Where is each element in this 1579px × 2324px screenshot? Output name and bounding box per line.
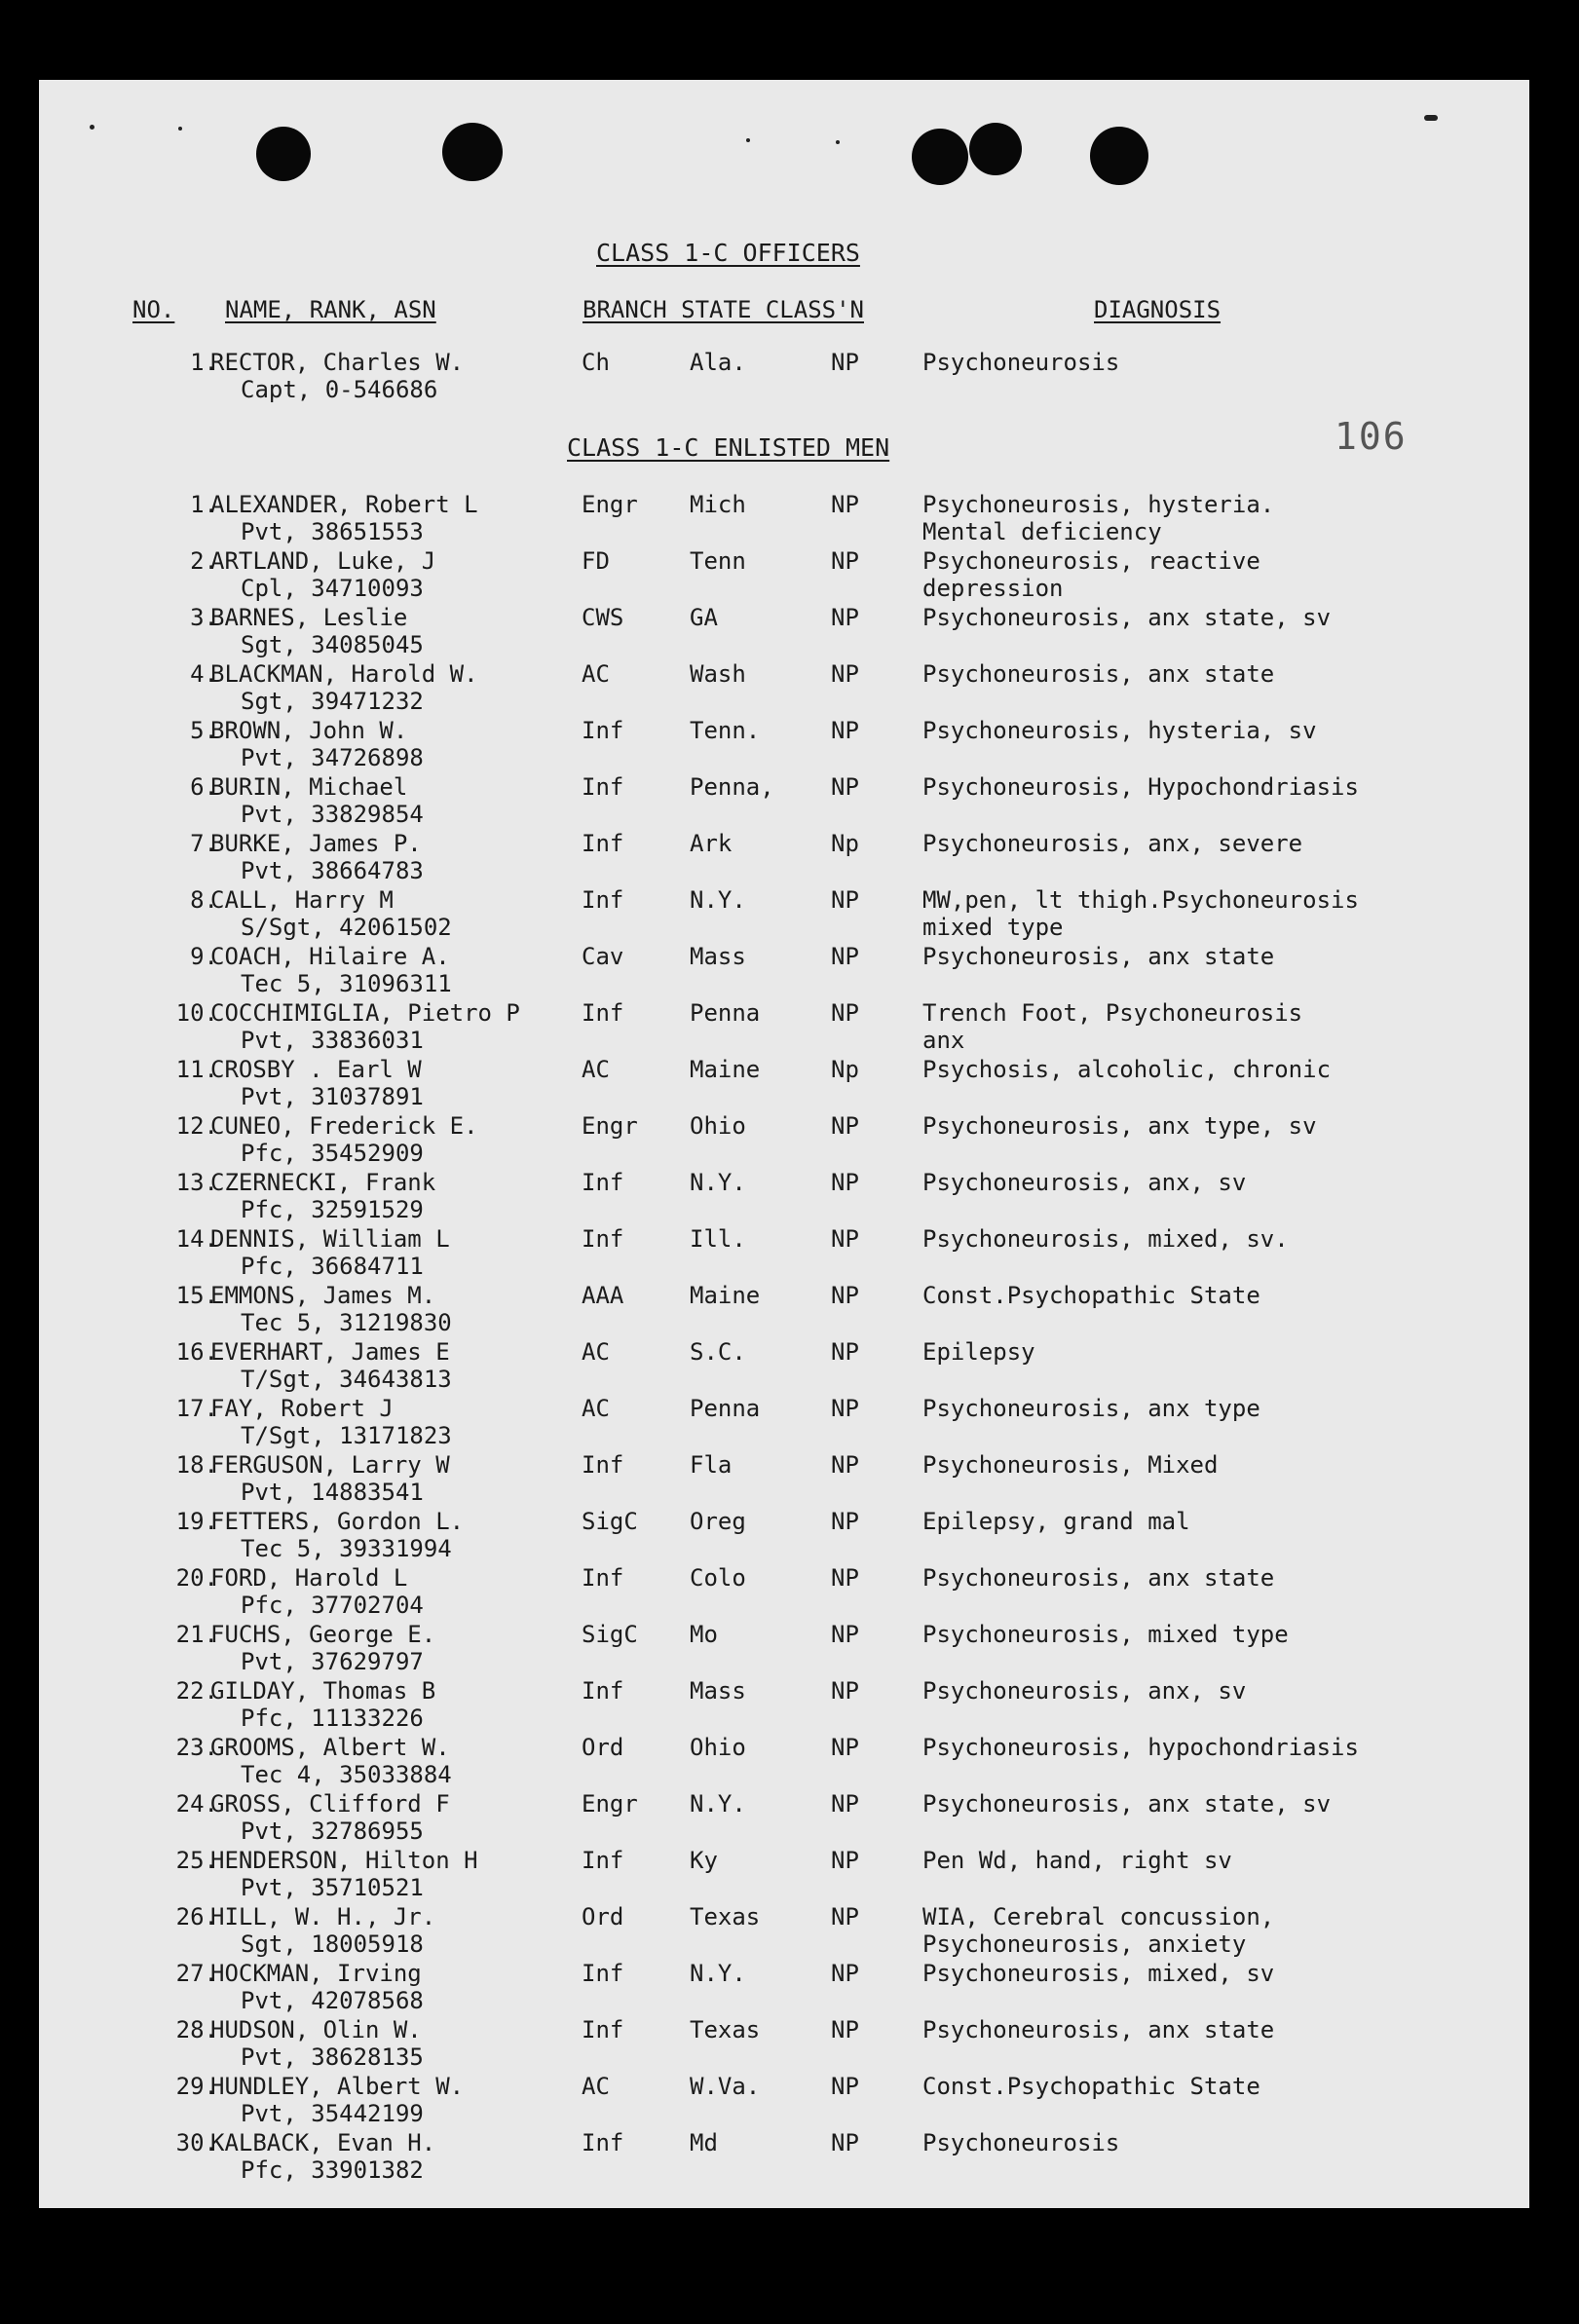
entry-branch: SigC: [582, 1508, 638, 1535]
entry-branch: Inf: [582, 999, 624, 1027]
entry-number: 2.: [190, 547, 218, 575]
entry-name: BARNES, Leslie: [210, 604, 408, 631]
entry-number: 17.: [175, 1395, 218, 1422]
entry-branch: Inf: [582, 2129, 624, 2156]
entry-state: Maine: [690, 1056, 761, 1083]
entry-name: HENDERSON, Hilton H: [210, 1847, 478, 1874]
speck-mark: [1424, 115, 1438, 121]
entry-state: Mich: [690, 491, 746, 518]
list-item: [39, 547, 1529, 604]
speck-mark: [178, 127, 182, 131]
entry-rank-asn: Pvt, 33836031: [241, 1027, 424, 1054]
entry-state: Colo: [690, 1564, 746, 1592]
entry-diagnosis: Psychoneurosis, hypochondriasis: [922, 1734, 1359, 1761]
list-item: [39, 1225, 1529, 1282]
list-item: [39, 1847, 1529, 1903]
entry-classification: NP: [831, 1395, 859, 1422]
entry-branch: SigC: [582, 1621, 638, 1648]
entry-rank-asn: Pfc, 11133226: [241, 1705, 424, 1732]
entry-diagnosis: Psychoneurosis, Hypochondriasis: [922, 773, 1359, 801]
entry-state: Ala.: [690, 349, 746, 376]
list-item: [39, 943, 1529, 999]
entry-diagnosis-continued: mixed type: [922, 914, 1064, 941]
entry-diagnosis: Psychoneurosis, hysteria, sv: [922, 717, 1317, 744]
entry-branch: Ord: [582, 1734, 624, 1761]
entry-classification: Np: [831, 830, 859, 857]
entry-classification: NP: [831, 1225, 859, 1253]
entry-classification: NP: [831, 2073, 859, 2100]
entry-branch: Inf: [582, 773, 624, 801]
entry-diagnosis: Psychoneurosis, mixed, sv.: [922, 1225, 1289, 1253]
entry-state: Wash: [690, 660, 746, 688]
entry-diagnosis: Psychoneurosis, anx state: [922, 660, 1275, 688]
entry-diagnosis-continued: Psychoneurosis, anxiety: [922, 1930, 1247, 1958]
entry-state: Texas: [690, 1903, 761, 1930]
list-item: [39, 1056, 1529, 1112]
entry-state: Mo: [690, 1621, 718, 1648]
entry-classification: NP: [831, 1903, 859, 1930]
list-item: [39, 1282, 1529, 1338]
entry-diagnosis: Pen Wd, hand, right sv: [922, 1847, 1232, 1874]
entry-name: DENNIS, William L: [210, 1225, 450, 1253]
entry-branch: Inf: [582, 830, 624, 857]
entry-branch: Inf: [582, 717, 624, 744]
entry-branch: AC: [582, 1338, 610, 1366]
entry-name: EMMONS, James M.: [210, 1282, 436, 1309]
entry-number: 24.: [175, 1790, 218, 1818]
entry-rank-asn: Pfc, 33901382: [241, 2156, 424, 2184]
entry-classification: NP: [831, 1790, 859, 1818]
header-diagnosis: DIAGNOSIS: [1094, 296, 1222, 323]
entry-classification: NP: [831, 1451, 859, 1479]
entry-branch: Inf: [582, 1169, 624, 1196]
entry-name: HUNDLEY, Albert W.: [210, 2073, 465, 2100]
entry-state: N.Y.: [690, 1790, 746, 1818]
entry-branch: AC: [582, 2073, 610, 2100]
entry-diagnosis-continued: anx: [922, 1027, 965, 1054]
entry-name: HILL, W. H., Jr.: [210, 1903, 436, 1930]
list-item: [39, 1395, 1529, 1451]
list-item: [39, 1451, 1529, 1508]
entry-diagnosis: Const.Psychopathic State: [922, 1282, 1260, 1309]
entry-branch: Engr: [582, 1112, 638, 1140]
entry-name: FERGUSON, Larry W: [210, 1451, 450, 1479]
list-item: [39, 491, 1529, 547]
entry-number: 27.: [175, 1960, 218, 1987]
list-item: [39, 1677, 1529, 1734]
enlisted-section-title: CLASS 1-C ENLISTED MEN: [567, 433, 890, 462]
entry-diagnosis: Psychoneurosis, anx state: [922, 943, 1275, 970]
entry-name: CALL, Harry M: [210, 886, 394, 914]
entry-classification: NP: [831, 999, 859, 1027]
entry-number: 7.: [190, 830, 218, 857]
entry-rank-asn: Pvt, 37629797: [241, 1648, 424, 1675]
entry-branch: AAA: [582, 1282, 624, 1309]
entry-name: FUCHS, George E.: [210, 1621, 436, 1648]
entry-rank-asn: Sgt, 18005918: [241, 1930, 424, 1958]
entry-name: EVERHART, James E: [210, 1338, 450, 1366]
list-item: [39, 2073, 1529, 2129]
entry-name: ARTLAND, Luke, J: [210, 547, 436, 575]
entry-number: 22.: [175, 1677, 218, 1705]
entry-name: CZERNECKI, Frank: [210, 1169, 436, 1196]
list-item: [39, 773, 1529, 830]
entry-diagnosis: Psychoneurosis, Mixed: [922, 1451, 1219, 1479]
entry-diagnosis: Psychoneurosis, anx state, sv: [922, 604, 1332, 631]
entry-state: N.Y.: [690, 886, 746, 914]
entry-name: FORD, Harold L: [210, 1564, 408, 1592]
header-branch-state-class: BRANCH STATE CLASS'N: [583, 296, 864, 323]
punch-hole-icon: [1090, 127, 1148, 185]
entry-number: 26.: [175, 1903, 218, 1930]
entry-state: Ky: [690, 1847, 718, 1874]
entry-rank-asn: Pvt, 33829854: [241, 801, 424, 828]
entry-number: 11.: [175, 1056, 218, 1083]
entry-number: 5.: [190, 717, 218, 744]
entry-rank-asn: Pvt, 34726898: [241, 744, 424, 771]
entry-classification: NP: [831, 1621, 859, 1648]
entry-state: N.Y.: [690, 1169, 746, 1196]
list-item: [39, 1338, 1529, 1395]
list-item: [39, 1508, 1529, 1564]
list-item: [39, 1734, 1529, 1790]
entry-number: 25.: [175, 1847, 218, 1874]
header-no: NO.: [132, 296, 175, 323]
entry-classification: NP: [831, 604, 859, 631]
entry-diagnosis: Const.Psychopathic State: [922, 2073, 1260, 2100]
entry-diagnosis: Psychoneurosis, anx state: [922, 2016, 1275, 2043]
list-item: [39, 1564, 1529, 1621]
entry-rank-asn: Pvt, 31037891: [241, 1083, 424, 1110]
entry-state: Oreg: [690, 1508, 746, 1535]
entry-state: Md: [690, 2129, 718, 2156]
entry-number: 9.: [190, 943, 218, 970]
entry-state: Mass: [690, 1677, 746, 1705]
entry-number: 20.: [175, 1564, 218, 1592]
entry-rank-asn: Pvt, 38651553: [241, 518, 424, 545]
entry-diagnosis: Psychoneurosis, reactive: [922, 547, 1260, 575]
entry-state: GA: [690, 604, 718, 631]
entry-branch: Cav: [582, 943, 624, 970]
entry-diagnosis: Psychoneurosis, anx state: [922, 1564, 1275, 1592]
entry-classification: NP: [831, 2129, 859, 2156]
entry-branch: Inf: [582, 2016, 624, 2043]
entry-number: 29.: [175, 2073, 218, 2100]
entry-name: GROOMS, Albert W.: [210, 1734, 450, 1761]
entry-classification: NP: [831, 1169, 859, 1196]
entry-state: Penna: [690, 999, 761, 1027]
entry-rank-asn: Pvt, 35710521: [241, 1874, 424, 1901]
entry-branch: FD: [582, 547, 610, 575]
entry-name: RECTOR, Charles W.: [210, 349, 465, 376]
list-item: [39, 1960, 1529, 2016]
entry-classification: NP: [831, 660, 859, 688]
list-item: [39, 349, 1529, 405]
entry-branch: Inf: [582, 1847, 624, 1874]
entry-branch: CWS: [582, 604, 624, 631]
entry-number: 4.: [190, 660, 218, 688]
entry-number: 6.: [190, 773, 218, 801]
entry-diagnosis: Psychosis, alcoholic, chronic: [922, 1056, 1332, 1083]
entry-classification: NP: [831, 1564, 859, 1592]
entry-diagnosis: Psychoneurosis: [922, 349, 1120, 376]
entry-classification: NP: [831, 349, 859, 376]
page-number: 106: [1335, 415, 1408, 458]
entry-diagnosis: Psychoneurosis, mixed type: [922, 1621, 1289, 1648]
entry-diagnosis: Psychoneurosis, anx type, sv: [922, 1112, 1317, 1140]
list-item: [39, 886, 1529, 943]
entry-rank-asn: T/Sgt, 13171823: [241, 1422, 452, 1449]
entry-rank-asn: Capt, 0-546686: [241, 376, 438, 403]
punch-hole-icon: [256, 127, 311, 181]
list-item: [39, 1621, 1529, 1677]
entry-classification: NP: [831, 717, 859, 744]
list-item: [39, 1790, 1529, 1847]
list-item: [39, 604, 1529, 660]
entry-diagnosis: Psychoneurosis, anx state, sv: [922, 1790, 1332, 1818]
entry-name: BURKE, James P.: [210, 830, 422, 857]
entry-diagnosis: Psychoneurosis, mixed, sv: [922, 1960, 1275, 1987]
entry-branch: Inf: [582, 1225, 624, 1253]
entry-diagnosis: Psychoneurosis: [922, 2129, 1120, 2156]
entry-classification: Np: [831, 1056, 859, 1083]
speck-mark: [836, 140, 840, 144]
entry-rank-asn: Pvt, 38664783: [241, 857, 424, 884]
entry-rank-asn: Pvt, 38628135: [241, 2043, 424, 2071]
entry-state: N.Y.: [690, 1960, 746, 1987]
punch-hole-icon: [912, 129, 968, 185]
entry-branch: Ord: [582, 1903, 624, 1930]
entry-name: KALBACK, Evan H.: [210, 2129, 436, 2156]
list-item: [39, 2016, 1529, 2073]
punch-hole-icon: [442, 123, 503, 181]
entry-number: 18.: [175, 1451, 218, 1479]
entry-diagnosis: Psychoneurosis, hysteria.: [922, 491, 1275, 518]
entry-name: BLACKMAN, Harold W.: [210, 660, 478, 688]
entry-rank-asn: T/Sgt, 34643813: [241, 1366, 452, 1393]
entry-name: COCCHIMIGLIA, Pietro P: [210, 999, 520, 1027]
entry-state: S.C.: [690, 1338, 746, 1366]
entry-rank-asn: Pfc, 32591529: [241, 1196, 424, 1223]
speck-mark: [90, 125, 94, 130]
entry-rank-asn: Tec 5, 31096311: [241, 970, 452, 997]
entry-state: Texas: [690, 2016, 761, 2043]
entry-rank-asn: Sgt, 39471232: [241, 688, 424, 715]
entry-rank-asn: Pvt, 35442199: [241, 2100, 424, 2127]
entry-state: Ill.: [690, 1225, 746, 1253]
entry-name: ALEXANDER, Robert L: [210, 491, 478, 518]
entry-classification: NP: [831, 1112, 859, 1140]
list-item: [39, 830, 1529, 886]
entry-number: 8.: [190, 886, 218, 914]
list-item: [39, 660, 1529, 717]
entry-diagnosis: MW,pen, lt thigh.Psychoneurosis: [922, 886, 1359, 914]
entry-diagnosis: Psychoneurosis, anx, sv: [922, 1169, 1247, 1196]
entry-number: 28.: [175, 2016, 218, 2043]
entry-branch: Inf: [582, 1960, 624, 1987]
entry-rank-asn: Pfc, 36684711: [241, 1253, 424, 1280]
list-item: [39, 1903, 1529, 1960]
entry-branch: AC: [582, 1056, 610, 1083]
entry-number: 12.: [175, 1112, 218, 1140]
entry-rank-asn: Tec 5, 31219830: [241, 1309, 452, 1336]
entry-rank-asn: Pfc, 37702704: [241, 1592, 424, 1619]
entry-state: Mass: [690, 943, 746, 970]
entry-number: 1.: [190, 349, 218, 376]
entry-name: GILDAY, Thomas B: [210, 1677, 436, 1705]
entry-state: Fla: [690, 1451, 733, 1479]
document-page: [39, 80, 1529, 2208]
entry-number: 1.: [190, 491, 218, 518]
entry-branch: Engr: [582, 1790, 638, 1818]
entry-classification: NP: [831, 2016, 859, 2043]
entry-rank-asn: Pfc, 35452909: [241, 1140, 424, 1167]
entry-rank-asn: Pvt, 14883541: [241, 1479, 424, 1506]
entry-state: Penna: [690, 1395, 761, 1422]
entry-name: FETTERS, Gordon L.: [210, 1508, 465, 1535]
entry-state: Ark: [690, 830, 733, 857]
entry-classification: NP: [831, 1508, 859, 1535]
entry-state: Maine: [690, 1282, 761, 1309]
entry-branch: Ch: [582, 349, 610, 376]
entry-name: HOCKMAN, Irving: [210, 1960, 422, 1987]
entry-diagnosis: Psychoneurosis, anx, severe: [922, 830, 1303, 857]
entry-number: 13.: [175, 1169, 218, 1196]
entry-state: Tenn.: [690, 717, 761, 744]
entry-branch: Inf: [582, 1564, 624, 1592]
entry-number: 10.: [175, 999, 218, 1027]
entry-number: 3.: [190, 604, 218, 631]
entry-diagnosis: Trench Foot, Psychoneurosis: [922, 999, 1303, 1027]
entry-number: 15.: [175, 1282, 218, 1309]
entry-diagnosis: WIA, Cerebral concussion,: [922, 1903, 1275, 1930]
list-item: [39, 999, 1529, 1056]
entry-branch: AC: [582, 1395, 610, 1422]
entry-diagnosis: Psychoneurosis, anx type: [922, 1395, 1260, 1422]
entry-number: 14.: [175, 1225, 218, 1253]
entry-diagnosis-continued: Mental deficiency: [922, 518, 1162, 545]
speck-mark: [746, 138, 750, 142]
punch-hole-icon: [969, 123, 1022, 175]
entry-rank-asn: Pvt, 42078568: [241, 1987, 424, 2014]
entry-name: BROWN, John W.: [210, 717, 408, 744]
entry-number: 30.: [175, 2129, 218, 2156]
entry-name: CUNEO, Frederick E.: [210, 1112, 478, 1140]
entry-branch: Inf: [582, 1677, 624, 1705]
entry-state: Ohio: [690, 1112, 746, 1140]
list-item: [39, 1112, 1529, 1169]
entry-name: FAY, Robert J: [210, 1395, 394, 1422]
entry-name: COACH, Hilaire A.: [210, 943, 450, 970]
entry-rank-asn: Tec 4, 35033884: [241, 1761, 452, 1788]
entry-state: Tenn: [690, 547, 746, 575]
entry-name: GROSS, Clifford F: [210, 1790, 450, 1818]
entry-classification: NP: [831, 1282, 859, 1309]
entry-number: 19.: [175, 1508, 218, 1535]
entry-branch: AC: [582, 660, 610, 688]
entry-number: 21.: [175, 1621, 218, 1648]
entry-state: Ohio: [690, 1734, 746, 1761]
entry-classification: NP: [831, 1847, 859, 1874]
list-item: [39, 2129, 1529, 2186]
entry-number: 23.: [175, 1734, 218, 1761]
entry-branch: Inf: [582, 886, 624, 914]
entry-classification: NP: [831, 1734, 859, 1761]
entry-rank-asn: Pvt, 32786955: [241, 1818, 424, 1845]
entry-diagnosis: Epilepsy, grand mal: [922, 1508, 1190, 1535]
entry-name: BURIN, Michael: [210, 773, 408, 801]
entry-classification: NP: [831, 1960, 859, 1987]
entry-classification: NP: [831, 943, 859, 970]
officers-section-title: CLASS 1-C OFFICERS: [596, 239, 860, 267]
entry-rank-asn: Sgt, 34085045: [241, 631, 424, 658]
entry-rank-asn: S/Sgt, 42061502: [241, 914, 452, 941]
entry-diagnosis-continued: depression: [922, 575, 1064, 602]
entry-branch: Engr: [582, 491, 638, 518]
entry-classification: NP: [831, 491, 859, 518]
entry-classification: NP: [831, 773, 859, 801]
header-name: NAME, RANK, ASN: [225, 296, 436, 323]
entry-rank-asn: Tec 5, 39331994: [241, 1535, 452, 1562]
entry-diagnosis: Psychoneurosis, anx, sv: [922, 1677, 1247, 1705]
list-item: [39, 1169, 1529, 1225]
entry-classification: NP: [831, 1677, 859, 1705]
entry-classification: NP: [831, 1338, 859, 1366]
list-item: [39, 717, 1529, 773]
entry-classification: NP: [831, 547, 859, 575]
entry-name: HUDSON, Olin W.: [210, 2016, 422, 2043]
entry-branch: Inf: [582, 1451, 624, 1479]
entry-number: 16.: [175, 1338, 218, 1366]
entry-classification: NP: [831, 886, 859, 914]
entry-diagnosis: Epilepsy: [922, 1338, 1035, 1366]
entry-name: CROSBY . Earl W: [210, 1056, 422, 1083]
entry-state: W.Va.: [690, 2073, 761, 2100]
entry-state: Penna,: [690, 773, 774, 801]
entry-rank-asn: Cpl, 34710093: [241, 575, 424, 602]
